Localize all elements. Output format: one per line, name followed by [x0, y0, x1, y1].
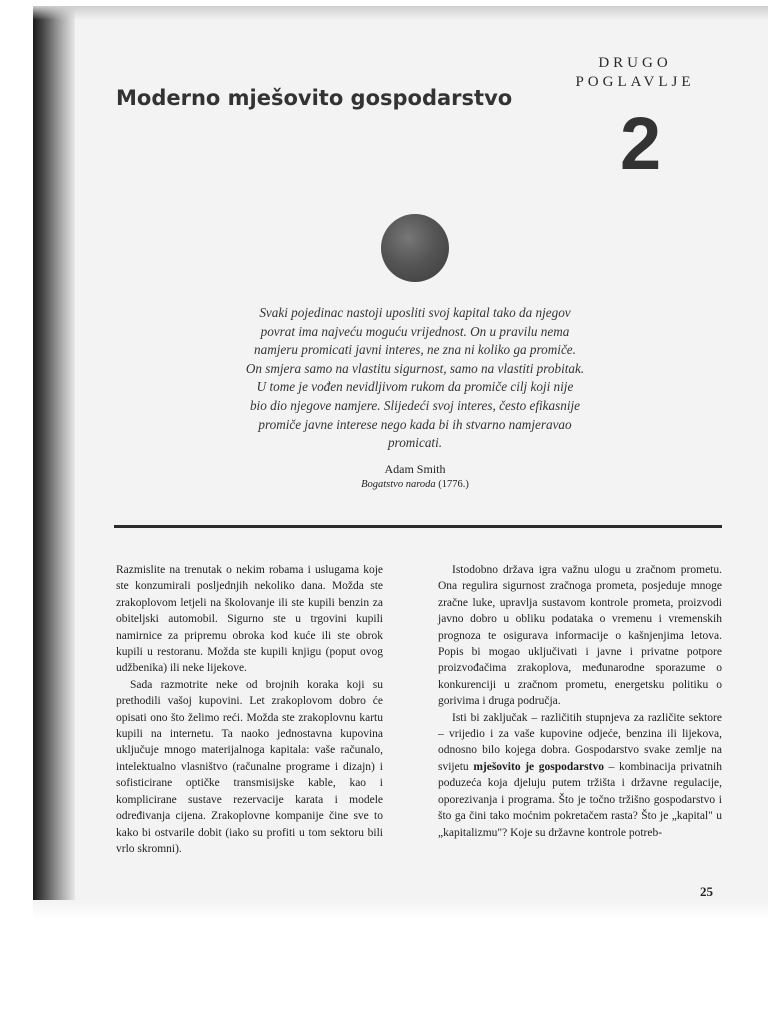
paragraph: Razmislite na trenutak o nekim robama i uslugama koje ste konzumirali posljednjih nekoliko dana. Možda ste zrakoplovom letjeli na školovanje ili ste kupili benzin za obiteljski automobil. Sigurno ste u trgovini kupili namirnice za pripremu obroka kod kuće ili ste obrok kupili u restoranu. Možda ste kupili knjigu (poput ovog udžbenika) ili neke lijekove.	[116, 564, 383, 675]
paragraph: Sada razmotrite neke od brojnih koraka koji su prethodili vašoj kupovini. Let zrakoplovom dobro će opisati ono što želimo reći. Možda ste zrakoplovnu kartu kupili na internetu. Ta naoko jednostavna kupovina uključuje mnogo materijalnoga kapitala: vaše računalo, intelektualno vlasništvo (računalne programe i dizajn) i sofisticirane optičke transmisijske kable, kao i komplicirane sustave rezervacije karata i modele određivanja cijena. Zrakoplovne kompanije čine sve to kako bi ostvarile dobit (iako su profiti u tom sektoru bili vrlo skromni).	[116, 678, 383, 855]
chapter-number: 2	[620, 102, 662, 185]
page-number: 25	[700, 884, 713, 899]
section-divider	[114, 525, 722, 528]
epigraph-line: namjeru promicati javni interes, ne zna ni koliko ga promiče.	[254, 342, 576, 358]
epigraph-line: promiče javne interese nego kada bi ih stvarno namjeravao	[258, 416, 572, 432]
epigraph-quote	[210, 304, 620, 453]
chapter-label-line1: DRUGO	[598, 55, 672, 71]
epigraph-line: On smjera samo na vlastitu sigurnost, samo na vlastiti probitak.	[245, 360, 585, 376]
epigraph-line: promicati.	[387, 435, 443, 451]
source-title: Bogatstvo naroda	[361, 479, 436, 490]
chapter-label	[565, 54, 705, 92]
paragraph: Istodobno država igra važnu ulogu u zračnom prometu. Ona regulira sigurnost zračnoga prometa, posjeduje mnoge zračne luke, upravlja sustavom kontrole prometa, proizvodi javno dobro u obliku podataka o vremenu i vremenskih prognoza te osigurava informacije o kašnjenjima letova. Popis bi mogao uključivati i javne i privatne potpore proizvođačima zrakoplova, međunarodne sporazume o konkurenciji u zračnom prometu, energetsku politiku o gorivima i druga područja.	[438, 564, 722, 708]
body-column-right	[438, 562, 722, 841]
page-bottom-fade	[33, 900, 768, 920]
chapter-label-line2: POGLAVLJE	[575, 74, 695, 90]
key-term: mješovito je gospodarstvo	[473, 760, 604, 773]
epigraph-author: Adam Smith	[384, 462, 446, 476]
top-shadow	[33, 6, 768, 20]
paragraph	[438, 710, 722, 841]
epigraph-line: bio dio njegove namjere. Slijedeći svoj interes, često efikasnije	[249, 397, 581, 413]
source-year: (1776.)	[438, 479, 469, 490]
chapter-title: Moderno mješovito gospodarstvo	[116, 86, 513, 110]
globe-icon	[381, 214, 449, 282]
body-column-left	[116, 562, 383, 857]
paragraph-text: – kombinacija privatnih poduzeća koja djeluju putem tržišta i državne regulacije, oporezivanja i programa. Što je točno tržišno gospodarstvo i što ga čini tako moćnim pokretačem rasta? Što je „kapital" u „kapitalizmu"? Koje su državne kontrole potreb-	[438, 760, 722, 839]
epigraph-line: povrat ima najveću moguću vrijednost. On u pravilu nema	[260, 323, 570, 339]
epigraph-source	[210, 479, 620, 490]
binding-shadow	[33, 6, 75, 914]
paragraph-text: Isti bi zaključak – različitih stupnjeva za različite sektore – vrijedio i za vaše kupovine odjeće, benzina ili lijekova, odnosno bilo kojega dobra. Gospodarstvo svake zemlje na svijetu	[438, 711, 722, 773]
epigraph-line: U tome je vođen nevidljivom rukom da promiče cilj koji nije	[256, 379, 574, 395]
epigraph-line: Svaki pojedinac nastoji uposliti svoj kapital tako da njegov	[259, 305, 571, 320]
